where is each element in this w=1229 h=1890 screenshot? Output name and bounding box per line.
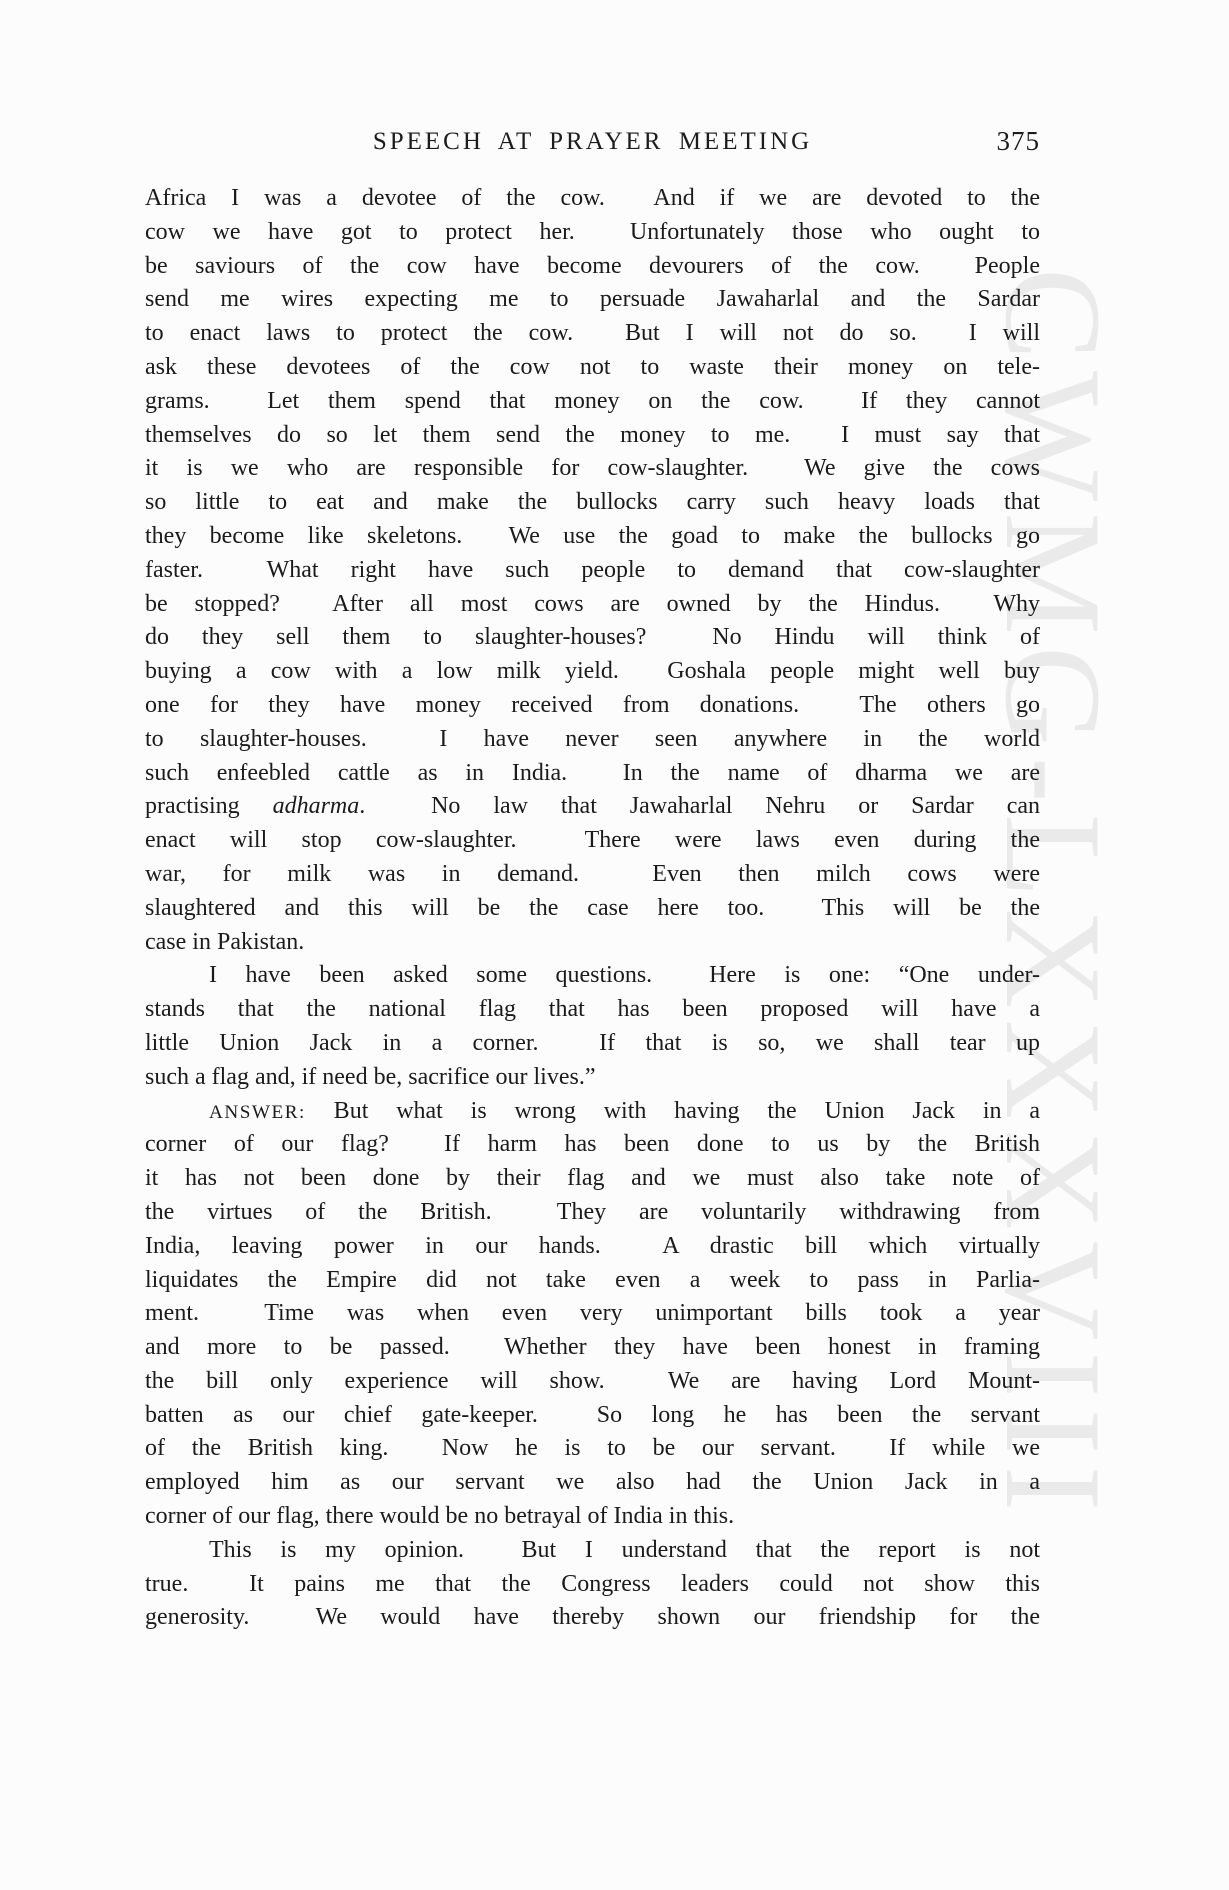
text-line: corner of our flag, there would be no betrayal of India in this.: [145, 1503, 735, 1530]
text-line: corner of our flag? If harm has been done to us by the British: [145, 1131, 1040, 1158]
text-line: cow we have got to protect her. Unfortunately those who ought to: [145, 218, 1040, 245]
text-line: the virtues of the British. They are voluntarily withdrawing from: [145, 1198, 1040, 1225]
text-line: I have been asked some questions. Here is one: “One under-: [209, 962, 1040, 989]
text-line: to slaughter-houses. I have never seen anywhere in the world: [145, 725, 1040, 752]
page-number: 375: [996, 126, 1040, 156]
text-line: practising adharma. No law that Jawaharlal Nehru or Sardar can: [145, 793, 1040, 820]
text-line: case in Pakistan.: [145, 928, 305, 955]
text-line: send me wires expecting me to persuade Jawaharlal and the Sardar: [145, 286, 1040, 313]
text-line: war, for milk was in demand. Even then milch cows were: [145, 860, 1040, 887]
text-line: do they sell them to slaughter-houses? No Hindu will think of: [145, 624, 1040, 651]
running-header: [145, 128, 1040, 164]
page-title: SPEECH AT PRAYER MEETING: [372, 128, 813, 155]
watermark-text: CWMG-LXXXVIII: [977, 268, 1130, 1523]
text-line: little Union Jack in a corner. If that is so, we shall tear up: [145, 1029, 1040, 1056]
text-line: true. It pains me that the Congress leaders could not show this: [145, 1570, 1040, 1597]
text-line: grams. Let them spend that money on the cow. If they cannot: [145, 387, 1040, 414]
text-line: liquidates the Empire did not take even a week to pass in Parlia-: [145, 1266, 1040, 1293]
text-line: such a flag and, if need be, sacrifice our lives.”: [145, 1063, 596, 1090]
text-line: they become like skeletons. We use the goad to make the bullocks go: [145, 522, 1040, 549]
text-line: to enact laws to protect the cow. But I will not do so. I will: [145, 320, 1040, 347]
text-line: ask these devotees of the cow not to waste their money on tele-: [145, 353, 1040, 380]
text-line: batten as our chief gate-keeper. So long he has been the servant: [145, 1401, 1040, 1428]
text-line: and more to be passed. Whether they have been honest in framing: [145, 1334, 1040, 1361]
text-line: be saviours of the cow have become devourers of the cow. People: [145, 252, 1040, 279]
text-line: generosity. We would have thereby shown our friendship for the: [145, 1604, 1040, 1631]
text-line: such enfeebled cattle as in India. In the name of dharma we are: [145, 759, 1040, 786]
text-line: be stopped? After all most cows are owned by the Hindus. Why: [145, 590, 1040, 617]
text-line: faster. What right have such people to demand that cow-slaughter: [145, 556, 1040, 583]
text-line: This is my opinion. But I understand that the report is not: [209, 1536, 1040, 1563]
text-line: employed him as our servant we also had the Union Jack in a: [145, 1469, 1040, 1496]
text-line: enact will stop cow-slaughter. There were laws even during the: [145, 827, 1040, 854]
text-line: ment. Time was when even very unimportant bills took a year: [145, 1300, 1040, 1327]
text-line: stands that the national flag that has been proposed will have a: [145, 996, 1040, 1023]
text-line: Africa I was a devotee of the cow. And if we are devoted to the: [145, 185, 1040, 211]
text-line: slaughtered and this will be the case here too. This will be the: [145, 894, 1040, 921]
text-block: [145, 182, 1040, 1635]
text-line: one for they have money received from donations. The others go: [145, 691, 1040, 718]
text-line: India, leaving power in our hands. A drastic bill which virtually: [145, 1232, 1040, 1259]
text-line: it is we who are responsible for cow-slaughter. We give the cows: [145, 455, 1040, 482]
text-line: the bill only experience will show. We are having Lord Mount-: [145, 1367, 1040, 1394]
text-line: so little to eat and make the bullocks carry such heavy loads that: [145, 489, 1040, 516]
text-line: of the British king. Now he is to be our servant. If while we: [145, 1435, 1040, 1462]
text-line: it has not been done by their flag and we must also take note of: [145, 1165, 1040, 1192]
text-line: themselves do so let them send the money to me. I must say that: [145, 421, 1040, 448]
text-line: buying a cow with a low milk yield. Goshala people might well buy: [145, 658, 1040, 685]
text-line: ANSWER: But what is wrong with having the Union Jack in a: [209, 1097, 1040, 1124]
